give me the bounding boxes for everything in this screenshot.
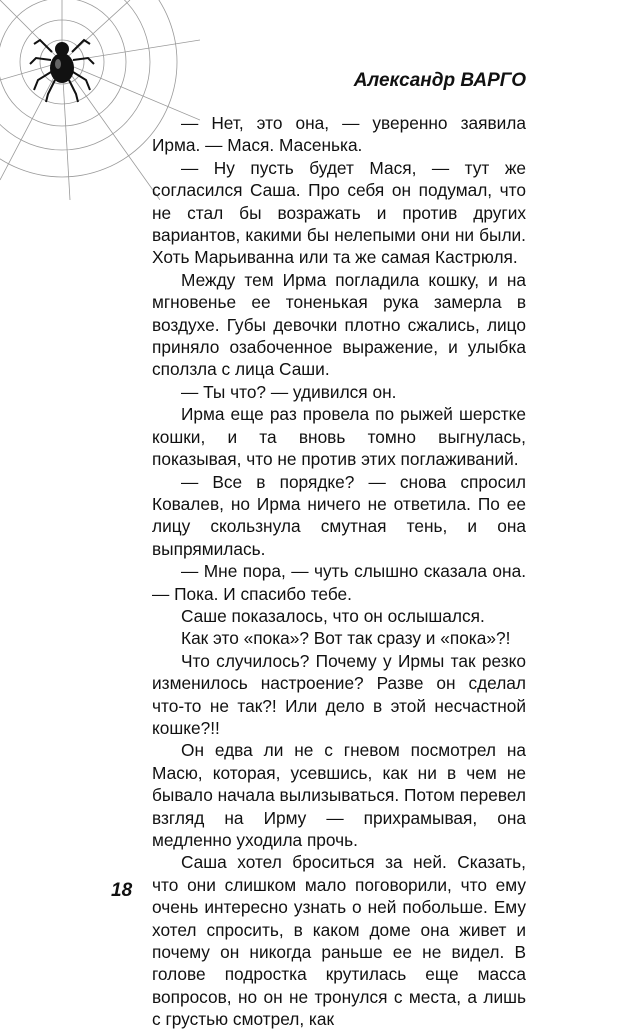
paragraph: — Нет, это она, — уверенно заявила Ирма. — Мася. Масенька. (152, 113, 526, 156)
paragraph: Саша хотел броситься за ней. Сказать, что они слишком мало поговорили, что ему очень интересно узнать о ней побольше. Ему хотел спросить, в каком доме она живет и почему он никогда раньше ее не видел. В голове подростка крутилась еще масса вопросов, но он не тронулся с места, а лишь с грустью смотрел, как (152, 852, 526, 1030)
paragraph: Между тем Ирма погладила кошку, и на мгновенье ее тоненькая рука замерла в воздухе. Губы девочки плотно сжались, лицо приняло озабоченное выражение, и улыбка сползла с лица Саши. (152, 269, 526, 380)
paragraph: Он едва ли не с гневом посмотрел на Масю, которая, усевшись, как ни в чем не бывало начала вылизываться. Потом перевел взгляд на Ирму — прихрамывая, она медленно уходила прочь. (152, 740, 526, 850)
paragraph: — Мне пора, — чуть слышно сказала она. — Пока. И спасибо тебе. (152, 561, 526, 604)
paragraph: — Все в порядке? — снова спросил Ковалев, но Ирма ничего не ответила. По ее лицу скользнула смутная тень, и она выпрямилась. (152, 471, 526, 559)
paragraph: — Ты что? — удивился он. (181, 381, 397, 402)
paragraph: Саше показалось, что он ослышался. (181, 605, 485, 626)
paragraph: Ирма еще раз провела по рыжей шерстке кошки, и та вновь томно выгнулась, показывая, что не против этих поглаживаний. (152, 404, 526, 470)
paragraph: Что случилось? Почему у Ирмы так резко изменилось настроение? Разве он сделал что-то не так?! Или дело в этой несчастной кошке?!! (152, 650, 526, 738)
running-head: Александр ВАРГО (353, 70, 526, 91)
page-number: 18 (111, 880, 133, 901)
body-text (152, 112, 526, 1031)
paragraph: — Ну пусть будет Мася, — тут же согласился Саша. Про себя он подумал, что не стал бы возражать и против других вариантов, какими бы нелепыми они ни были. Хоть Марьиванна или та же самая Кастрюля. (152, 157, 526, 268)
paragraph: Как это «пока»? Вот так сразу и «пока»?! (181, 628, 511, 649)
